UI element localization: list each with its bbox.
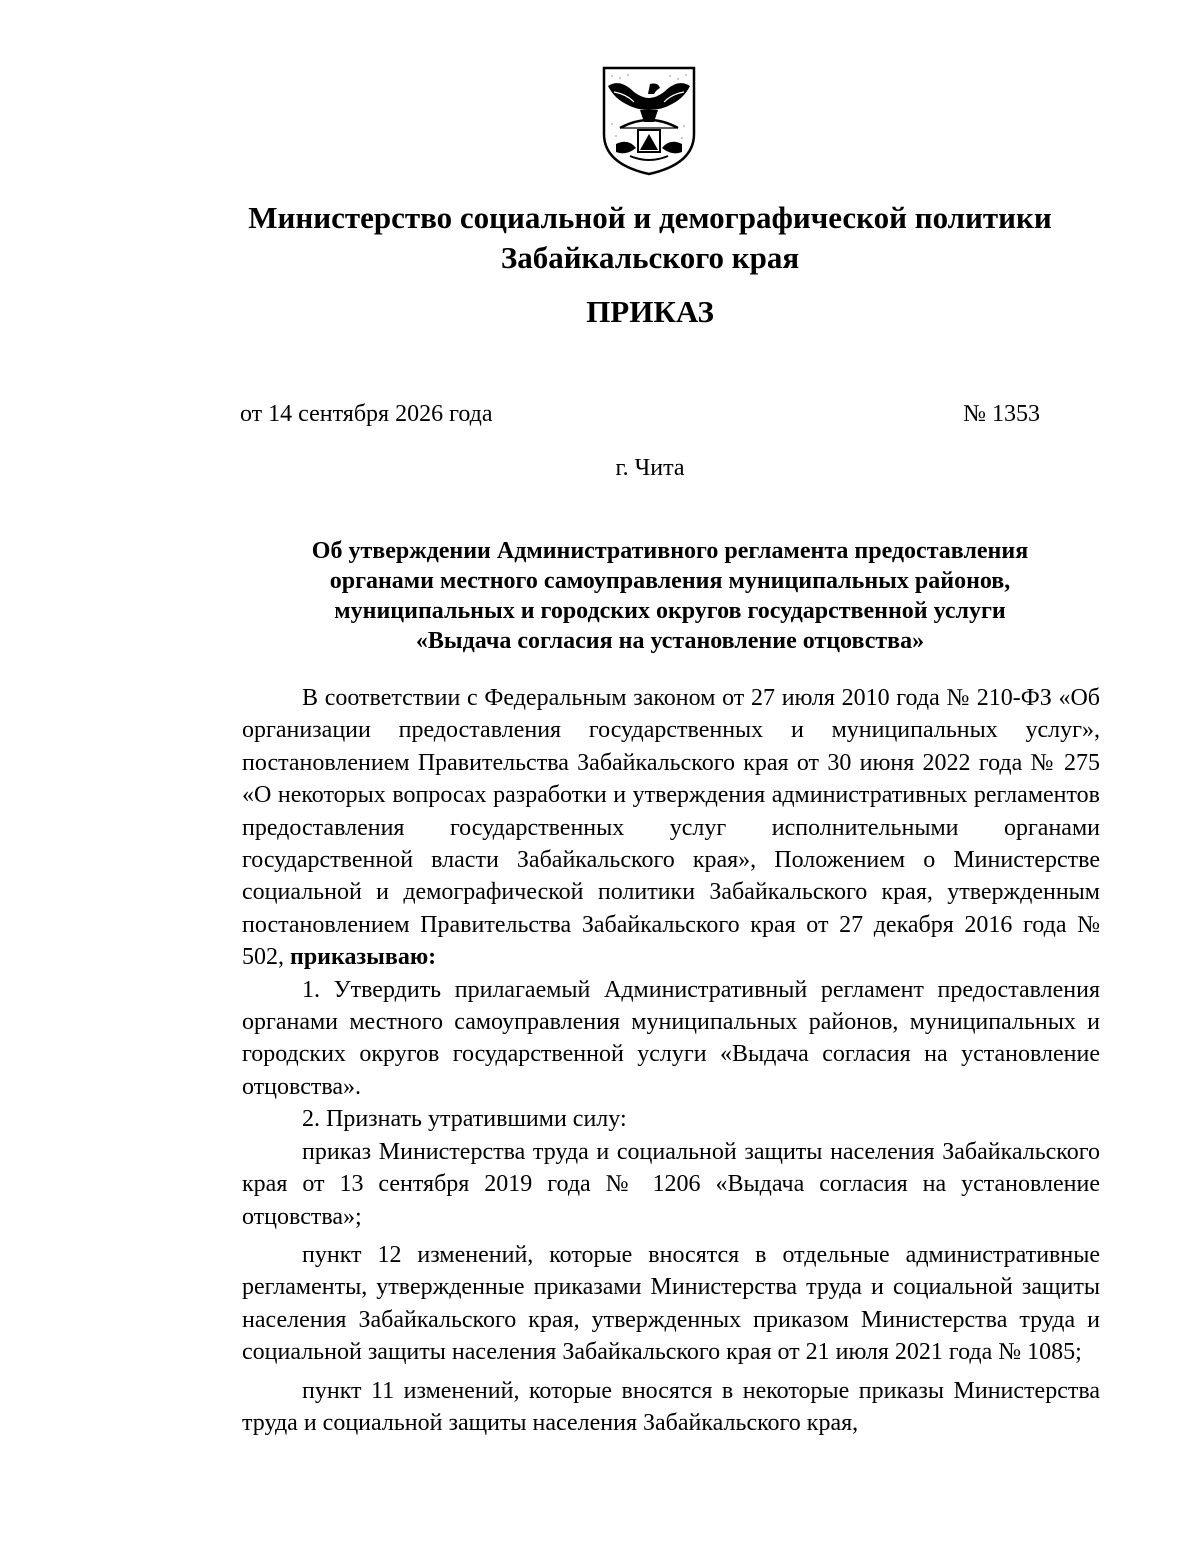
document-number: № 1353 <box>963 401 1040 427</box>
item-2c-paragraph: пункт 11 изменений, которые вносятся в некоторые приказы Министерства труда и социальной защиты населения Забайкальского края, <box>242 1377 1100 1436</box>
preamble-paragraph <box>242 682 1100 974</box>
item-2b-paragraph: пункт 12 изменений, которые вносятся в отдельные административные регламенты, утвержденные приказами Министерства труда и социальной защиты населения Забайкальского края, утвержденных приказом Министерства труда и социальной защиты населения Забайкальского края от 21 июля 2021 года № 1085; <box>242 1241 1100 1366</box>
order-word: приказываю: <box>290 944 437 971</box>
subject-line-1: Об утверждении Административного регламента предоставления <box>311 538 1029 564</box>
document-date: от 14 сентября 2026 года <box>240 401 493 427</box>
document-city: г. Чита <box>615 455 685 481</box>
subject-line-4: «Выдача согласия на установление отцовства» <box>415 628 925 654</box>
document-type: ПРИКАЗ <box>586 294 714 329</box>
organization-line-2: Забайкальского края <box>500 240 800 275</box>
coat-of-arms-icon <box>600 64 698 176</box>
document-subject <box>240 536 1100 656</box>
subject-line-2: органами местного самоуправления муниципальных районов, <box>329 568 1011 594</box>
subject-line-3: муниципальных и городских округов государственной услуги <box>334 598 1006 624</box>
document-body <box>242 682 1100 1439</box>
item-2a-paragraph: приказ Министерства труда и социальной защиты населения Забайкальского края от 13 сентября 2019 года № 1206 «Выдача согласия на установление отцовства»; <box>242 1138 1100 1230</box>
preamble-text: В соответствии с Федеральным законом от 27 июля 2010 года № 210-ФЗ «Об организации предоставления государственных и муниципальных услуг», постановлением Правительства Забайкальского края от 30 июня 2022 года № 275 «О некоторых вопросах разработки и утверждения административных регламентов предоставления государственных услуг исполнительными органами государственной власти Забайкальского края», Положением о Министерстве социальной и демографической политики Забайкальского края, утвержденным постановлением Правительства Забайкальского края от 27 декабря 2016 года № 502, <box>242 685 1100 971</box>
organization-line-1: Министерство социальной и демографической политики <box>248 200 1052 235</box>
organization-name <box>150 198 1150 278</box>
item-2-paragraph: 2. Признать утратившими силу: <box>302 1106 627 1133</box>
item-1-paragraph: 1. Утвердить прилагаемый Административный регламент предоставления органами местного самоуправления муниципальных районов, муниципальных и городских округов государственной услуги «Выдача согласия на установление отцовства». <box>242 976 1100 1100</box>
